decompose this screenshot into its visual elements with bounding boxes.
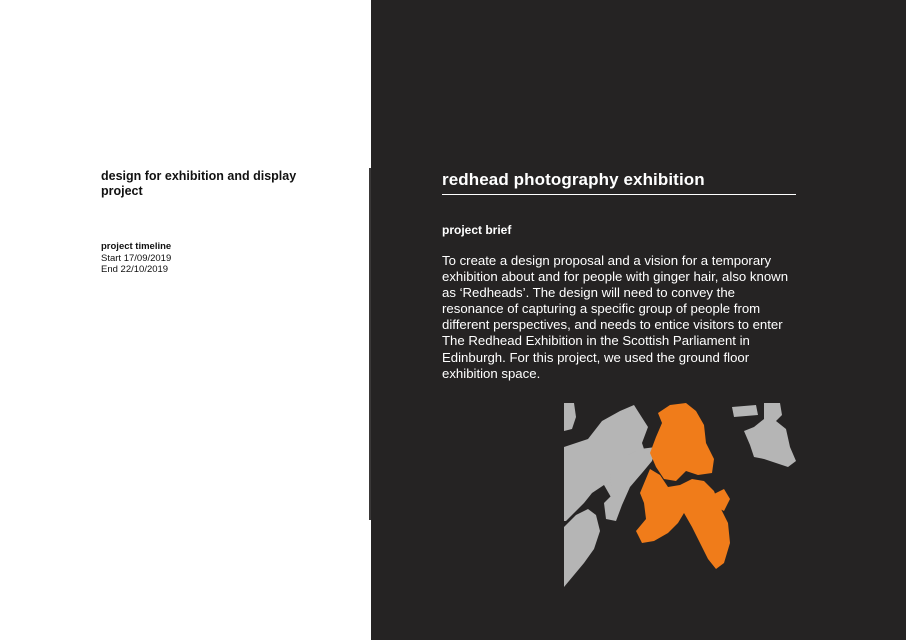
timeline-start: Start 17/09/2019 [101,252,172,264]
brief-text: To create a design proposal and a vision for a temporary exhibition about and for people with ginger hair, also known as ‘Redheads’. The design will need to convey the resonance of capturing a specific group of people from different perspectives, and needs to entice visitors to enter The Redhead Exhibition in the Scottish Parliament in Edinburgh. For this project, we used the ground floor exhibition space. [442,253,789,381]
timeline-end: End 22/10/2019 [101,264,169,275]
context-building-southwest [564,509,600,587]
context-building-left-strip [564,403,576,431]
exhibition-building-north [650,403,714,481]
project-timeline [101,241,171,276]
site-plan-illustration [564,403,798,591]
project-title: design for exhibition and display project [101,169,297,198]
heading-underline [442,194,796,195]
exhibition-building-south [636,469,730,569]
brief-label: project brief [442,223,512,237]
context-building-northeast-a [732,405,758,417]
timeline-heading: project timeline [101,241,172,252]
exhibition-building [636,403,730,569]
page-heading: redhead photography exhibition [442,170,705,189]
left-panel [0,0,371,640]
